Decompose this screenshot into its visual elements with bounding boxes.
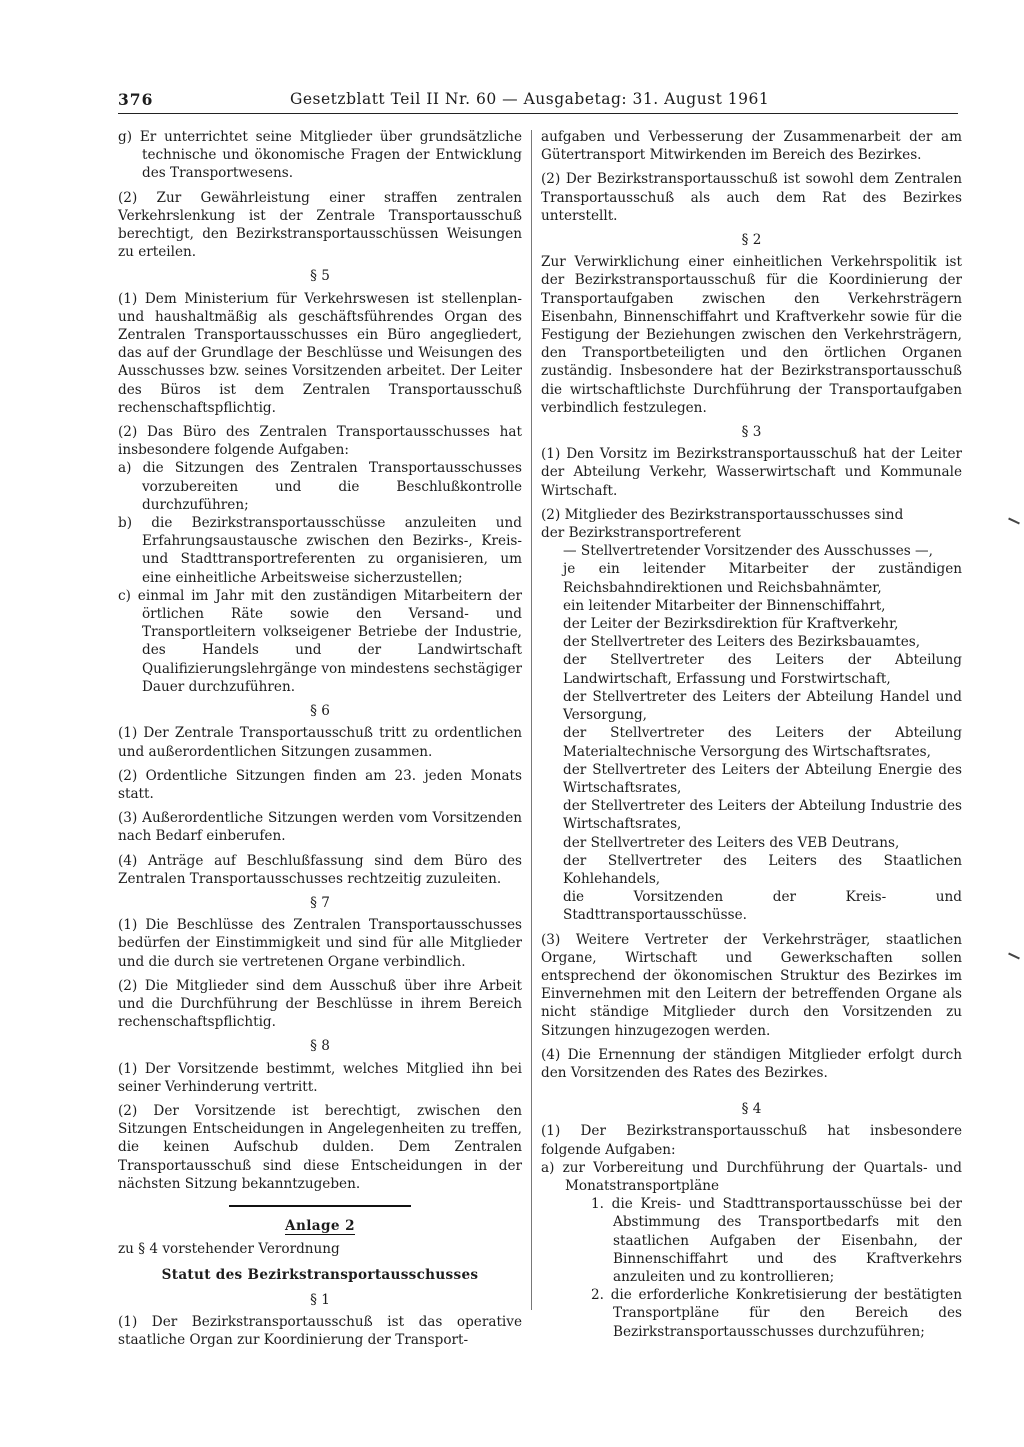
- statute-paragraph-1-1-continued: aufgaben und Verbesserung der Zusammenarbeit der am Gütertransport Mitwirkenden im Bereich des Bezirkes.: [541, 129, 962, 164]
- statute-paragraph-3-3: (3) Weitere Vertreter der Verkehrsträger, staatlichen Organe, Wirtschaft und Gewerkschaften sollen entsprechend der ökonomischen Struktur des Bezirkes im Einvernehmen mit den Leitern der betreffenden Organe als nicht ständige Mitglieder durch den Vorsitzenden zu Sitzungen hinzugezogen werden.: [541, 931, 962, 1039]
- page-header: [118, 83, 958, 114]
- paragraph-8-1: (1) Der Vorsitzende bestimmt, welches Mitglied ihn bei seiner Verhinderung vertritt.: [118, 1060, 522, 1095]
- member-item: der Stellvertreter des Leiters des VEB Deutrans,: [563, 834, 900, 851]
- statute-section-3-heading: § 3: [741, 424, 762, 441]
- statute-paragraph-3-2: (2) Mitglieder des Bezirkstransportausschusses sind: [541, 506, 904, 523]
- right-column: [541, 128, 962, 1341]
- statute-paragraph-2: Zur Verwirklichung einer einheitlichen Verkehrspolitik ist der Bezirkstransportausschuß für die Koordinierung der Transportaufgaben zwischen den Verkehrsträgern Eisenbahn, Binnenschiffahrt und Kraftverkehr sowie für die Festigung der Beziehungen zwischen den Verkehrsträgern, den Transportbeteiligten und den örtlichen Organen zuständig. Insbesondere hat der Bezirkstransportausschuß die wirtschaftlichste Durchführung der Transportaufgaben verbindlich festzulegen.: [541, 254, 962, 416]
- section-5-heading: § 5: [310, 268, 330, 285]
- paragraph-6-4: (4) Anträge auf Beschlußfassung sind dem Büro des Zentralen Transportausschusses rechtzeitig zuzuleiten.: [118, 852, 522, 887]
- statute-section-4-heading: § 4: [741, 1101, 762, 1118]
- statute-title: Statut des Bezirkstransportausschusses: [161, 1267, 479, 1284]
- paragraph-8-2: (2) Der Vorsitzende ist berechtigt, zwischen den Sitzungen Entscheidungen in Angelegenheiten zu treffen, die keinen Aufschub dulden. Dem Zentralen Transportausschuß sind diese Entscheidungen in der nächsten Sitzung bekanntzugeben.: [118, 1102, 522, 1192]
- paragraph-4-2: (2) Zur Gewährleistung einer straffen zentralen Verkehrslenkung ist der Zentrale Transportausschuß berechtigt, den Bezirkstransportausschüssen Weisungen zu erteilen.: [118, 189, 522, 261]
- paragraph-5-1: (1) Dem Ministerium für Verkehrswesen ist stellenplan- und haushaltmäßig als geschäftsführendes Organ des Zentralen Transportausschusses ein Büro angegliedert, das auf der Grundlage der Beschlüsse und Weisungen des Ausschusses bzw. seines Vorsitzenden arbeitet. Der Leiter des Büros ist dem Zentralen Transportausschuß rechenschaftspflichtig.: [118, 290, 522, 416]
- page-number: 376: [118, 90, 154, 109]
- list-item-c: c) einmal im Jahr mit den zuständigen Mitarbeitern der örtlichen Räte sowie den Versand- und Transportleitern volkseigener Betriebe der Industrie, des Handels und der Landwirtschaft Qualifizierungslehrgänge von mindestens sechstägiger Dauer durchzuführen.: [118, 587, 522, 695]
- member-item: der Stellvertreter des Leiters der Abteilung Materialtechnische Versorgung des Wirtschaftsrates,: [563, 725, 962, 760]
- list-item-a: a) die Sitzungen des Zentralen Transportausschusses vorzubereiten und die Beschlußkontrolle durchzuführen;: [118, 460, 522, 513]
- section-6-heading: § 6: [310, 703, 330, 720]
- member-item: der Stellvertreter des Leiters der Abteilung Energie des Wirtschaftsrates,: [563, 761, 962, 796]
- section-8-heading: § 8: [310, 1038, 330, 1055]
- member-item: der Stellvertreter des Leiters des Bezirksbauamtes,: [563, 634, 921, 651]
- statute-section-1-heading: § 1: [310, 1291, 330, 1308]
- statute-paragraph-4-1: (1) Der Bezirkstransportausschuß hat insbesondere folgende Aufgaben:: [541, 1123, 962, 1158]
- member-item: der Stellvertreter des Leiters des Staatlichen Kohlehandels,: [563, 852, 962, 887]
- member-item: der Stellvertreter des Leiters der Abteilung Industrie des Wirtschaftsrates,: [563, 798, 962, 833]
- statute-paragraph-3-1: (1) Den Vorsitz im Bezirkstransportausschuß hat der Leiter der Abteilung Verkehr, Wasserwirtschaft und Kommunale Wirtschaft.: [541, 446, 962, 499]
- paragraph-7-2: (2) Die Mitglieder sind dem Ausschuß über ihre Arbeit und die Durchführung der Beschlüsse in ihrem Bereich rechenschaftspflichtig.: [118, 977, 522, 1031]
- statute-paragraph-1-1: (1) Der Bezirkstransportausschuß ist das operative staatliche Organ zur Koordinierung der Transport-: [118, 1313, 522, 1348]
- member-list-head: der Bezirkstransportreferent: [541, 525, 741, 542]
- statute-section-2-heading: § 2: [741, 232, 762, 249]
- paragraph-6-2: (2) Ordentliche Sitzungen finden am 23. jeden Monats statt.: [118, 767, 522, 802]
- annex-title: Anlage 2: [285, 1217, 355, 1234]
- paragraph-6-1: (1) Der Zentrale Transportausschuß tritt zu ordentlichen und außerordentlichen Sitzungen zusammen.: [118, 725, 522, 760]
- member-item: der Leiter der Bezirksdirektion für Kraftverkehr,: [563, 616, 899, 633]
- annex-reference: zu § 4 vorstehender Verordnung: [118, 1241, 340, 1258]
- member-list: [541, 542, 962, 924]
- paragraph-g: g) Er unterrichtet seine Mitglieder über grundsätzliche technische und ökonomische Fragen der Entwicklung des Transportwesens.: [118, 129, 522, 182]
- statute-paragraph-3-4: (4) Die Ernennung der ständigen Mitglieder erfolgt durch den Vorsitzenden des Rates des Bezirkes.: [541, 1046, 962, 1081]
- annex-heading: [118, 1217, 522, 1235]
- column-divider: [531, 130, 532, 1310]
- header-title: Gesetzblatt Teil II Nr. 60 — Ausgabetag: 31. August 1961: [290, 90, 770, 108]
- section-7-heading: § 7: [310, 894, 330, 911]
- paragraph-6-3: (3) Außerordentliche Sitzungen werden vom Vorsitzenden nach Bedarf einberufen.: [118, 810, 522, 845]
- paragraph-7-1: (1) Die Beschlüsse des Zentralen Transportausschusses bedürfen der Einstimmigkeit und sind für alle Mitglieder und die durch sie vertretenen Organe verbindlich.: [118, 917, 522, 970]
- statute-item-a-2: 2. die erforderliche Konkretisierung der bestätigten Transportpläne für den Bereich des Bezirkstransportausschusses durchzuführen;: [591, 1287, 962, 1340]
- member-item: ein leitender Mitarbeiter der Binnenschiffahrt,: [563, 597, 886, 614]
- section-rule: [229, 1205, 411, 1207]
- statute-item-a-1: 1. die Kreis- und Stadttransportausschüsse bei der Abstimmung des Transportbedarfs mit den staatlichen Aufgaben der Eisenbahn, der Binnenschiffahrt und des Kraftverkehrs anzuleiten und zu kontrollieren;: [591, 1196, 962, 1285]
- member-item: die Vorsitzenden der Kreis- und Stadttransportausschüsse.: [563, 889, 962, 924]
- member-item: — Stellvertretender Vorsitzender des Ausschusses —,: [563, 543, 933, 560]
- list-item-b: b) die Bezirkstransportausschüsse anzuleiten und Erfahrungsaustausche zwischen den Bezirks-, Kreis- und Stadttransportreferenten zu organisieren, um eine einheitliche Arbeitsweise sicherzustellen;: [118, 515, 522, 586]
- statute-item-a: a) zur Vorbereitung und Durchführung der Quartals- und Monatstransportpläne: [541, 1159, 962, 1194]
- member-item: der Stellvertreter des Leiters der Abteilung Handel und Versorgung,: [563, 688, 962, 724]
- member-item: je ein leitender Mitarbeiter der zuständigen Reichsbahndirektionen und Reichsbahnämter,: [563, 561, 962, 596]
- scan-mark: [1008, 518, 1020, 525]
- paragraph-5-2: (2) Das Büro des Zentralen Transportausschusses hat insbesondere folgende Aufgaben:: [118, 424, 522, 459]
- left-column: [118, 128, 522, 1349]
- member-item: der Stellvertreter des Leiters der Abteilung Landwirtschaft, Erfassung und Forstwirtschaft,: [563, 652, 962, 687]
- scan-mark: [1008, 953, 1020, 960]
- statute-paragraph-1-2: (2) Der Bezirkstransportausschuß ist sowohl dem Zentralen Transportausschuß als auch dem Rat des Bezirkes unterstellt.: [541, 171, 962, 224]
